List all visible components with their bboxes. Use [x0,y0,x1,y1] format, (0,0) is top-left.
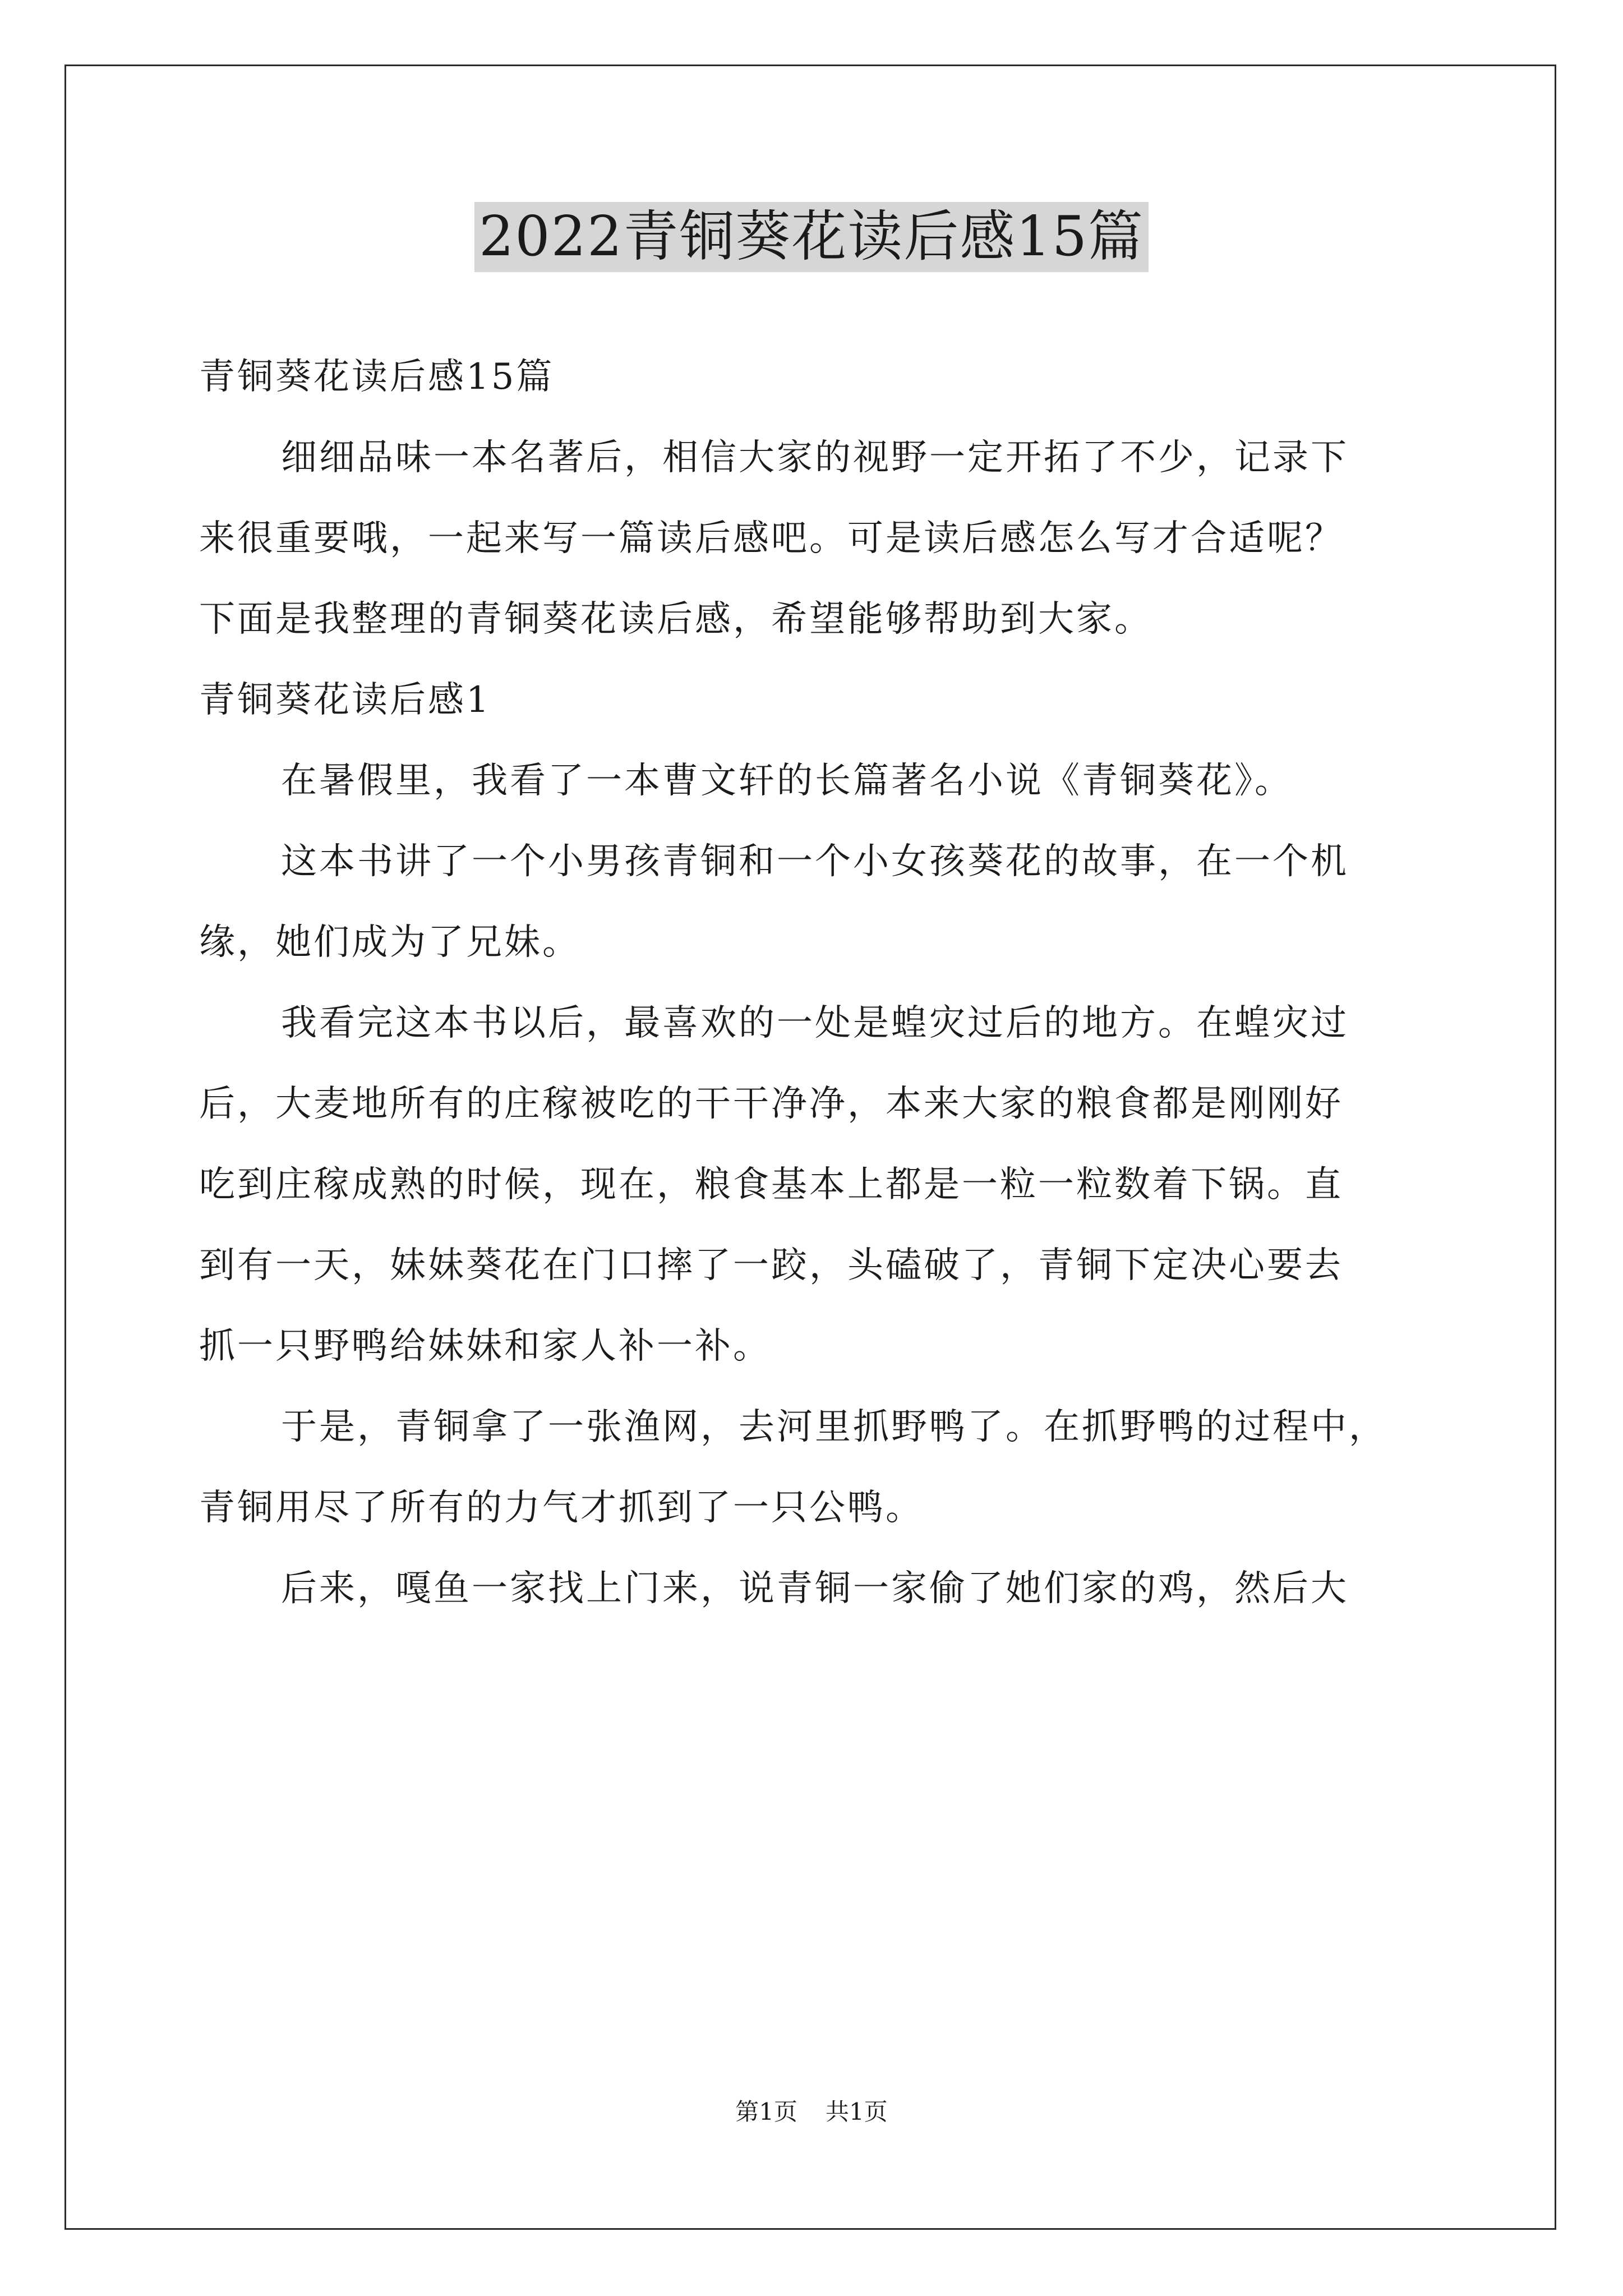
document-title: 2022青铜葵花读后感15篇 [474,202,1149,272]
body-line: 后，大麦地所有的庄稼被吃的干干净净，本来大家的粮食都是刚刚好 [199,1083,1343,1125]
body-line: 后来，嘎鱼一家找上门来，说青铜一家偷了她们家的鸡，然后大 [281,1568,1349,1609]
page-footer [0,2095,1623,2129]
body-line: 下面是我整理的青铜葵花读后感，希望能够帮助到大家。 [199,599,1152,640]
body-line: 缘，她们成为了兄妹。 [199,922,580,963]
body-line: 于是，青铜拿了一张渔网，去河里抓野鸭了。在抓野鸭的过程中， [281,1406,1387,1448]
body-line: 抓一只野鸭给妹妹和家人补一补。 [199,1326,771,1367]
document-body [199,337,1433,1629]
body-line: 我看完这本书以后，最喜欢的一处是蝗灾过后的地方。在蝗灾过 [281,1002,1349,1044]
body-line: 在暑假里，我看了一本曹文轩的长篇著名小说《青铜葵花》。 [281,760,1293,802]
body-line: 青铜葵花读后感15篇 [199,356,555,398]
body-line: 来很重要哦，一起来写一篇读后感吧。可是读后感怎么写才合适呢？ [199,518,1343,559]
body-line: 青铜葵花读后感1 [199,679,491,721]
body-line: 到有一天，妹妹葵花在门口摔了一跤，头磕破了，青铜下定决心要去 [199,1245,1343,1286]
body-line: 这本书讲了一个小男孩青铜和一个小女孩葵花的故事，在一个机 [281,841,1349,882]
page-number: 第1页 [735,2098,797,2125]
page-total: 共1页 [826,2098,888,2125]
title-container [0,202,1623,272]
body-line: 青铜用尽了所有的力气才抓到了一只公鸭。 [199,1487,924,1529]
body-line: 细细品味一本名著后，相信大家的视野一定开拓了不少，记录下 [281,437,1349,478]
body-line: 吃到庄稼成熟的时候，现在，粮食基本上都是一粒一粒数着下锅。直 [199,1164,1343,1205]
